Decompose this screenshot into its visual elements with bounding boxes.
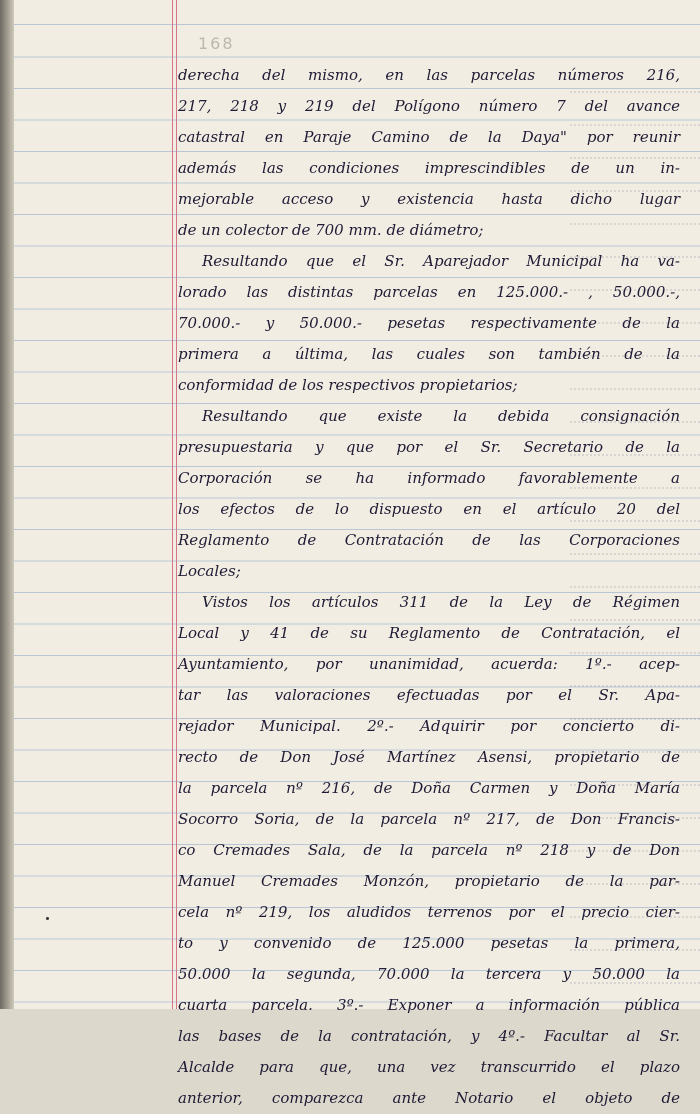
page-number: 168: [198, 34, 235, 53]
text-line: 50.000 la segunda, 70.000 la tercera y 50.000 la: [178, 965, 680, 983]
margin-rule-inner: [176, 0, 177, 1009]
text-line: to y convenido de 125.000 pesetas la primera,: [178, 934, 680, 952]
text-line: Resultando que existe la debida consignación: [202, 407, 680, 425]
text-line: co Cremades Sala, de la parcela nº 218 y de Don: [178, 841, 680, 859]
text-line: primera a última, las cuales son también de la: [178, 345, 680, 363]
ink-dot: [46, 917, 49, 920]
handwritten-text: [178, 60, 680, 1114]
text-line: Manuel Cremades Monzón, propietario de la par-: [178, 872, 680, 890]
text-line: de un colector de 700 mm. de diámetro;: [178, 221, 484, 239]
text-line: además las condiciones imprescindibles de un in-: [178, 159, 680, 177]
text-line: las bases de la contratación, y 4º.- Facultar al Sr.: [178, 1027, 680, 1045]
text-line: Socorro Soria, de la parcela nº 217, de Don Francis-: [178, 810, 680, 828]
binding-spine: [0, 0, 14, 1009]
text-line: Corporación se ha informado favorablemente a: [178, 469, 680, 487]
text-line: la parcela nº 216, de Doña Carmen y Doña María: [178, 779, 680, 797]
text-line: rejador Municipal. 2º.- Adquirir por concierto di-: [178, 717, 680, 735]
text-line: los efectos de lo dispuesto en el artículo 20 del: [178, 500, 680, 518]
text-line: cela nº 219, los aludidos terrenos por el precio cier-: [178, 903, 680, 921]
text-line: Vistos los artículos 311 de la Ley de Régimen: [202, 593, 680, 611]
text-line: anterior, comparezca ante Notario el objeto de: [178, 1089, 680, 1107]
text-line: Locales;: [178, 562, 241, 580]
text-line: 217, 218 y 219 del Polígono número 7 del avance: [178, 97, 680, 115]
text-line: mejorable acceso y existencia hasta dicho lugar: [178, 190, 680, 208]
text-line: 70.000.- y 50.000.- pesetas respectivamente de la: [178, 314, 680, 332]
text-line: cuarta parcela. 3º.- Exponer a información pública: [178, 996, 680, 1014]
text-line: conformidad de los respectivos propietarios;: [178, 376, 518, 394]
text-line: Resultando que el Sr. Aparejador Municipal ha va-: [202, 252, 680, 270]
text-line: recto de Don José Martínez Asensi, propietario de: [178, 748, 680, 766]
text-line: Reglamento de Contratación de las Corporaciones: [178, 531, 680, 549]
text-line: lorado las distintas parcelas en 125.000.- , 50.000.-,: [178, 283, 680, 301]
text-line: derecha del mismo, en las parcelas números 216,: [178, 66, 680, 84]
text-line: Alcalde para que, una vez transcurrido el plazo: [178, 1058, 680, 1076]
text-line: presupuestaria y que por el Sr. Secretario de la: [178, 438, 680, 456]
text-line: catastral en Paraje Camino de la Daya" por reunir: [178, 128, 680, 146]
margin-rule: [172, 0, 173, 1009]
text-line: tar las valoraciones efectuadas por el Sr. Apa-: [178, 686, 680, 704]
text-line: Local y 41 de su Reglamento de Contratación, el: [178, 624, 680, 642]
text-line: Ayuntamiento, por unanimidad, acuerda: 1º.- acep-: [178, 655, 680, 673]
